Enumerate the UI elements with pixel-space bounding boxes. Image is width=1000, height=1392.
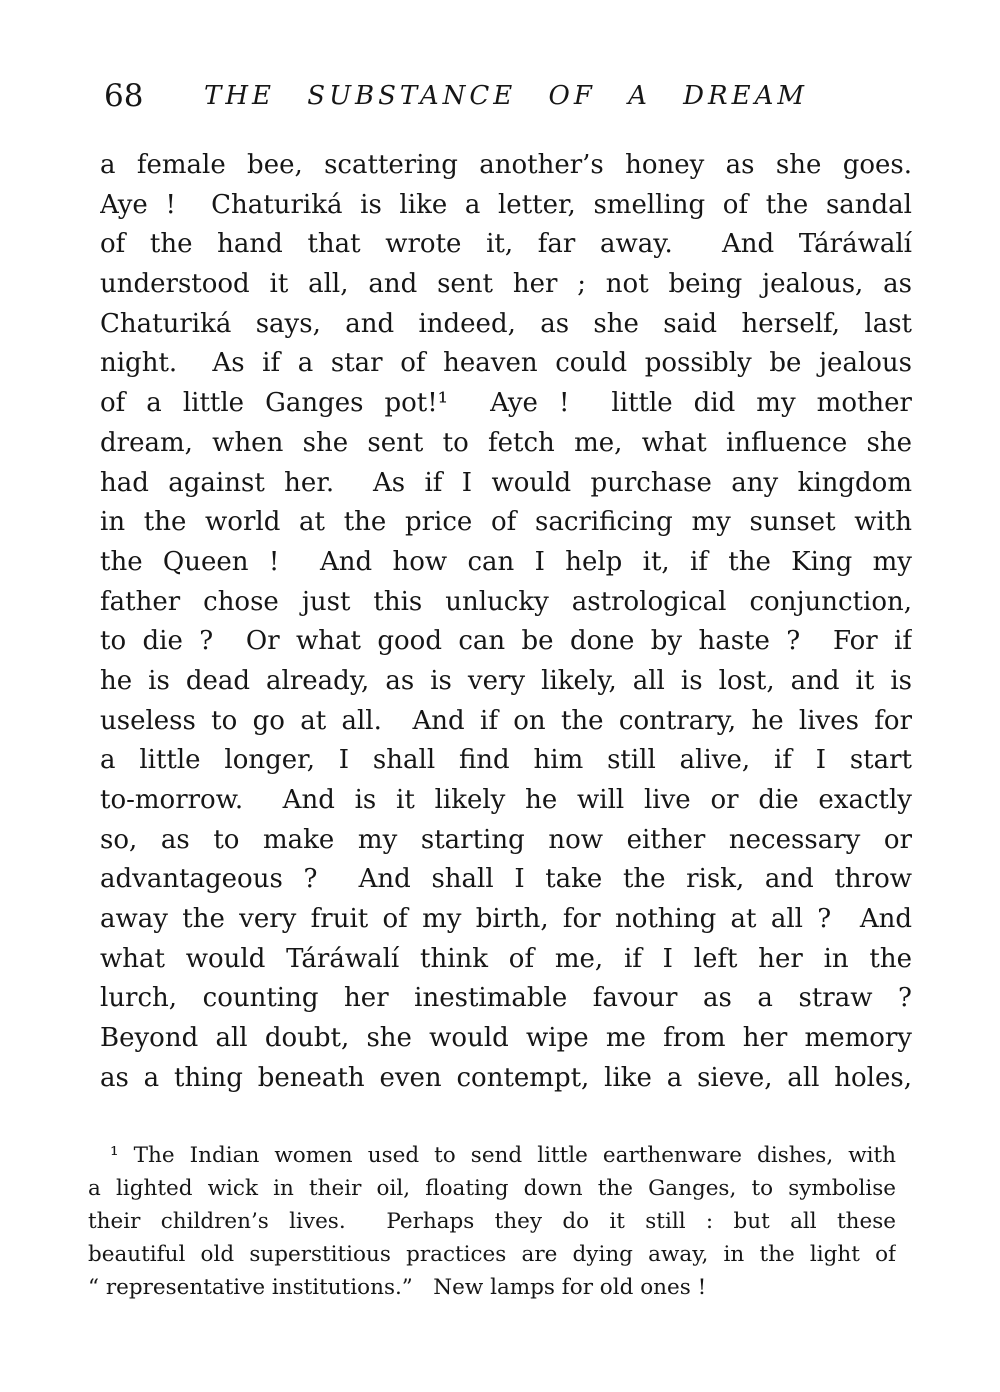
body-line: the Queen ! And how can I help it, if the King my <box>100 546 912 577</box>
body-line: away the very fruit of my birth, for nothing at all ? And <box>100 904 912 935</box>
running-title: THE SUBSTANCE OF A DREAM <box>204 81 808 111</box>
body-line: he is dead already, as is very likely, all is lost, and it is <box>100 665 912 696</box>
body-line: useless to go at all. And if on the contrary, he lives for <box>100 705 912 736</box>
body-line: to die ? Or what good can be done by haste ? For if <box>100 626 912 657</box>
body-line: a little longer, I shall find him still alive, if I start <box>100 745 912 776</box>
body-line: father chose just this unlucky astrological conjunction, <box>100 586 912 617</box>
body-line-with-footnote-ref: of a little Ganges pot!¹ Aye ! little did my mother <box>100 388 912 419</box>
footnote-line: beautiful old superstitious practices are dying away, in the light of <box>88 1242 896 1267</box>
page-header <box>100 80 912 114</box>
page-number: 68 <box>104 78 144 114</box>
body-line: what would Táráwalí think of me, if I left her in the <box>100 943 912 974</box>
footnote-line: ¹ The Indian women used to send little earthenware dishes, with <box>110 1143 896 1168</box>
body-line: advantageous ? And shall I take the risk, and throw <box>100 864 912 895</box>
body-line: had against her. As if I would purchase any kingdom <box>100 467 912 498</box>
footnote <box>88 1139 896 1304</box>
body-line: understood it all, and sent her ; not being jealous, as <box>100 269 912 300</box>
footnote-line: their children’s lives. Perhaps they do it still : but all these <box>88 1209 896 1234</box>
body-line: Chaturiká says, and indeed, as she said herself, last <box>100 308 912 339</box>
body-line: lurch, counting her inestimable favour as a straw ? <box>100 983 912 1014</box>
body-line: Beyond all doubt, she would wipe me from her memory <box>100 1023 912 1054</box>
footnote-line: “ representative institutions.” New lamps for old ones ! <box>88 1275 707 1300</box>
body-text <box>100 146 912 1099</box>
body-line: a female bee, scattering another’s honey as she goes. <box>100 150 912 180</box>
body-line: dream, when she sent to fetch me, what influence she <box>100 427 912 458</box>
footnote-line: a lighted wick in their oil, floating down the Ganges, to symbolise <box>88 1176 896 1201</box>
body-line: night. As if a star of heaven could possibly be jealous <box>100 348 912 379</box>
body-line: Aye ! Chaturiká is like a letter, smelling of the sandal <box>100 189 912 220</box>
body-line: in the world at the price of sacrificing my sunset with <box>100 507 912 538</box>
body-line: of the hand that wrote it, far away. And Táráwalí <box>100 229 912 260</box>
body-line: as a thing beneath even contempt, like a sieve, all holes, <box>100 1062 912 1093</box>
body-line: so, as to make my starting now either necessary or <box>100 824 912 855</box>
body-line: to-morrow. And is it likely he will live or die exactly <box>100 785 912 815</box>
